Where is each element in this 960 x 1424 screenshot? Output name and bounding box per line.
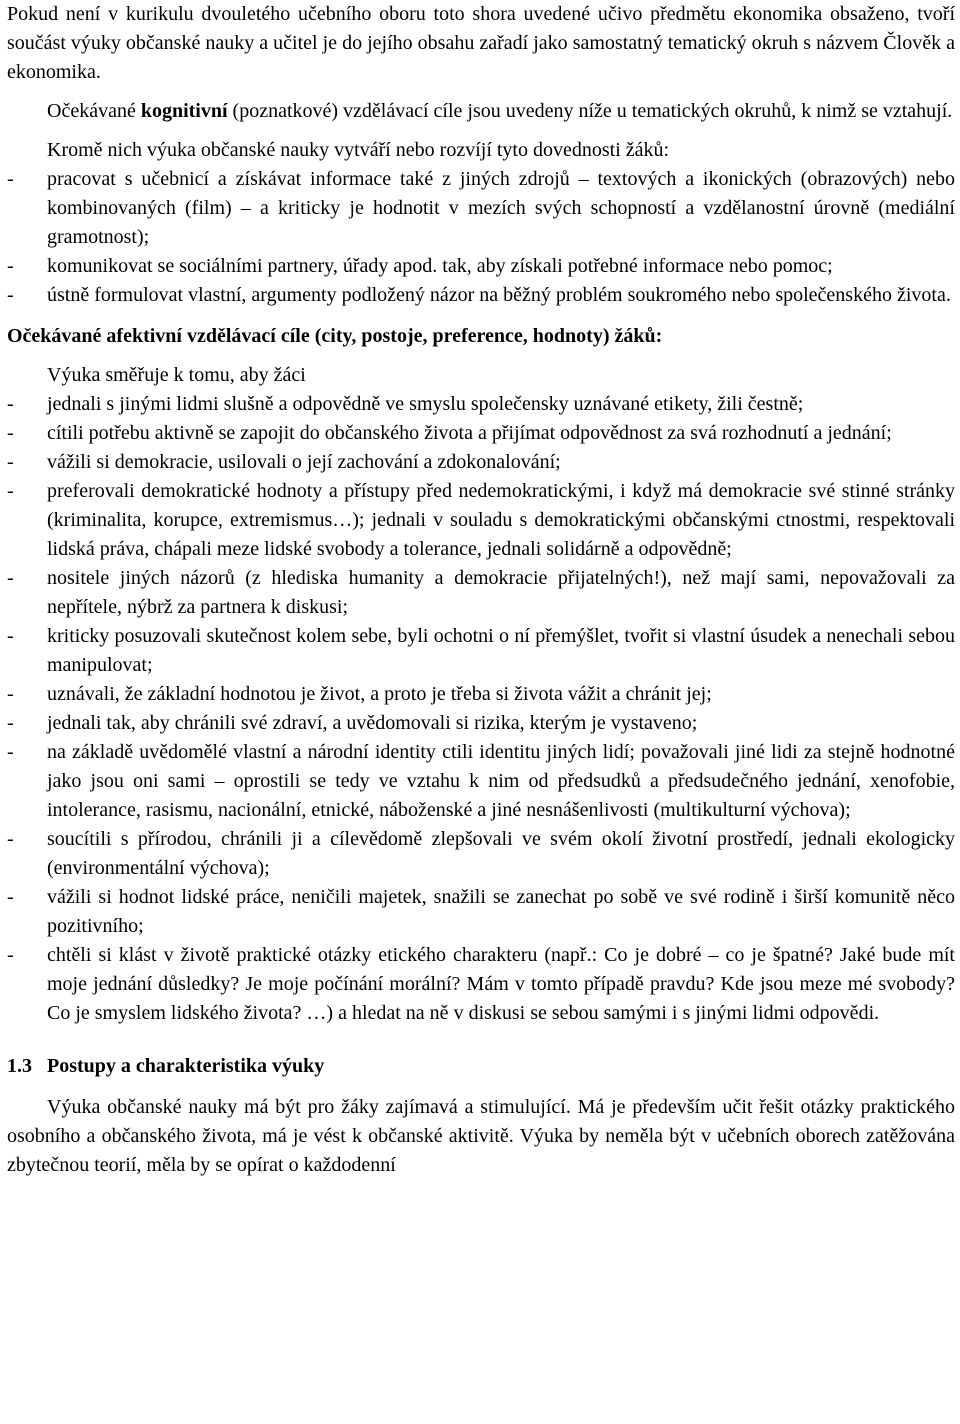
list-item — [7, 448, 955, 477]
dash-bullet: - — [7, 567, 14, 589]
dash-bullet: - — [7, 944, 14, 966]
cognitive-lead: Očekávané — [47, 100, 136, 122]
dash-bullet: - — [7, 828, 14, 850]
cognitive-rest: (poznatkové) vzdělávací cíle jsou uvedeny níže u tematických okruhů, k nimž se vztahují. — [232, 100, 953, 122]
list-item-text: ústně formulovat vlastní, argumenty podložený názor na běžný problém soukromého nebo společenského života. — [47, 284, 951, 306]
list-item — [7, 419, 955, 448]
affective-goals-list — [7, 390, 955, 1028]
list-item-text: jednali s jinými lidmi slušně a odpovědně ve smyslu společensky uznávané etikety, žili čestně; — [47, 393, 804, 415]
list-item — [7, 622, 955, 680]
list-item-text: komunikovat se sociálními partnery, úřady apod. tak, aby získali potřebné informace nebo pomoc; — [47, 255, 833, 277]
list-item-text: na základě uvědomělé vlastní a národní identity ctili identitu jiných lidí; považovali jiné lidi za stejně hodnotné jako jsou oni sami – oprostili se tedy ve vztahu k nim od předsudků a předsudečného jednání, xenofobie, intolerance, rasismu, nacionální, etnické, náboženské a jiné nesnášenlivosti (multikulturní výchova); — [47, 741, 955, 821]
list-item-text: soucítili s přírodou, chránili ji a cílevědomě zlepšovali ve svém okolí životní prostředí, jednali ekologicky (environmentální výchova); — [47, 828, 955, 879]
list-item — [7, 477, 955, 564]
list-item — [7, 390, 955, 419]
dash-bullet: - — [7, 422, 14, 444]
list-item-text: uznávali, že základní hodnotou je život, a proto je třeba si života vážit a chránit jej; — [47, 683, 712, 705]
list-item — [7, 680, 955, 709]
dash-bullet: - — [7, 683, 14, 705]
dash-bullet: - — [7, 451, 14, 473]
list-item — [7, 165, 955, 252]
list-item — [7, 252, 955, 281]
list-item-text: jednali tak, aby chránili své zdraví, a uvědomovali si rizika, kterým je vystaveno; — [47, 712, 698, 734]
list-item — [7, 825, 955, 883]
list-item-text: vážili si demokracie, usilovali o její zachování a zdokonalování; — [47, 451, 561, 473]
list-item — [7, 941, 955, 1028]
list-item — [7, 883, 955, 941]
intro-paragraph-cognitive — [7, 97, 955, 126]
affective-lead: Výuka směřuje k tomu, aby žáci — [47, 364, 306, 386]
dash-bullet: - — [7, 168, 14, 190]
list-item-text: chtěli si klást v životě praktické otázky etického charakteru (např.: Co je dobré – co je špatné? Jaké bude mít moje jednání důsledky? Je moje počínání morální? Mám v tomto případě pravdu? Kde jsou meze mé svobody? Co je smyslem lidského života? …) a hledat na ně v diskusi se sebou samými i s jinými lidmi odpovědi. — [47, 944, 955, 1024]
list-item — [7, 281, 955, 310]
list-item-text: cítili potřebu aktivně se zapojit do občanského života a přijímat odpovědnost za svá rozhodnutí a jednání; — [47, 422, 892, 444]
list-item-text: preferovali demokratické hodnoty a přístupy před nedemokratickými, i když má demokracie své stinné stránky (kriminalita, korupce, extremismus…); jednali v souladu s demokratickými občanskými ctnostmi, respektovali lidská práva, chápali meze lidské svobody a tolerance, jednali solidárně a odpovědně; — [47, 480, 955, 560]
dash-bullet: - — [7, 886, 14, 908]
skills-list — [7, 165, 955, 310]
dash-bullet: - — [7, 741, 14, 763]
dash-bullet: - — [7, 480, 14, 502]
dash-bullet: - — [7, 393, 14, 415]
cognitive-term: kognitivní — [140, 100, 228, 122]
dash-bullet: - — [7, 625, 14, 647]
list-item-text: vážili si hodnot lidské práce, neničili majetek, snažili se zanechat po sobě ve své rodině i širší komunitě něco pozitivního; — [47, 886, 955, 937]
section-title: Postupy a charakteristika výuky — [47, 1055, 325, 1077]
list-item-text: pracovat s učebnicí a získávat informace také z jiných zdrojů – textových a ikonických (obrazových) nebo kombinovaných (film) – a kriticky je hodnotit v mezích svých schopností a vzdělanostní úrovně (mediální gramotnost); — [47, 168, 955, 248]
section-heading — [7, 1052, 955, 1081]
list-item-text: nositele jiných názorů (z hlediska humanity a demokracie přijatelných!), než mají sami, nepovažovali za nepřítele, nýbrž za partnera k diskusi; — [47, 567, 955, 618]
dash-bullet: - — [7, 712, 14, 734]
list-item — [7, 709, 955, 738]
skills-intro: Kromě nich výuka občanské nauky vytváří nebo rozvíjí tyto dovednosti žáků: — [47, 139, 670, 161]
list-item — [7, 738, 955, 825]
dash-bullet: - — [7, 284, 14, 306]
section-number: 1.3 — [7, 1055, 32, 1077]
list-item-text: kriticky posuzovali skutečnost kolem sebe, byli ochotni o ní přemýšlet, tvořit si vlastní úsudek a nenechali sebou manipulovat; — [47, 625, 955, 676]
intro-paragraph-ekonomika: Pokud není v kurikulu dvouletého učebního oboru toto shora uvedené učivo předmětu ekonomika obsaženo, tvoří součást výuky občanské nauky a učitel je do jejího obsahu zařadí jako samostatný tematický okruh s názvem Člověk a ekonomika. — [7, 3, 955, 83]
section-paragraph: Výuka občanské nauky má být pro žáky zajímavá a stimulující. Má je především učit řešit otázky praktického osobního a občanského života, má je vést k občanské aktivitě. Výuka by neměla být v učebních oborech zatěžována zbytečnou teorií, měla by se opírat o každodenní — [7, 1096, 955, 1176]
dash-bullet: - — [7, 255, 14, 277]
affective-goals-heading: Očekávané afektivní vzdělávací cíle (city, postoje, preference, hodnoty) žáků: — [7, 325, 663, 347]
list-item — [7, 564, 955, 622]
